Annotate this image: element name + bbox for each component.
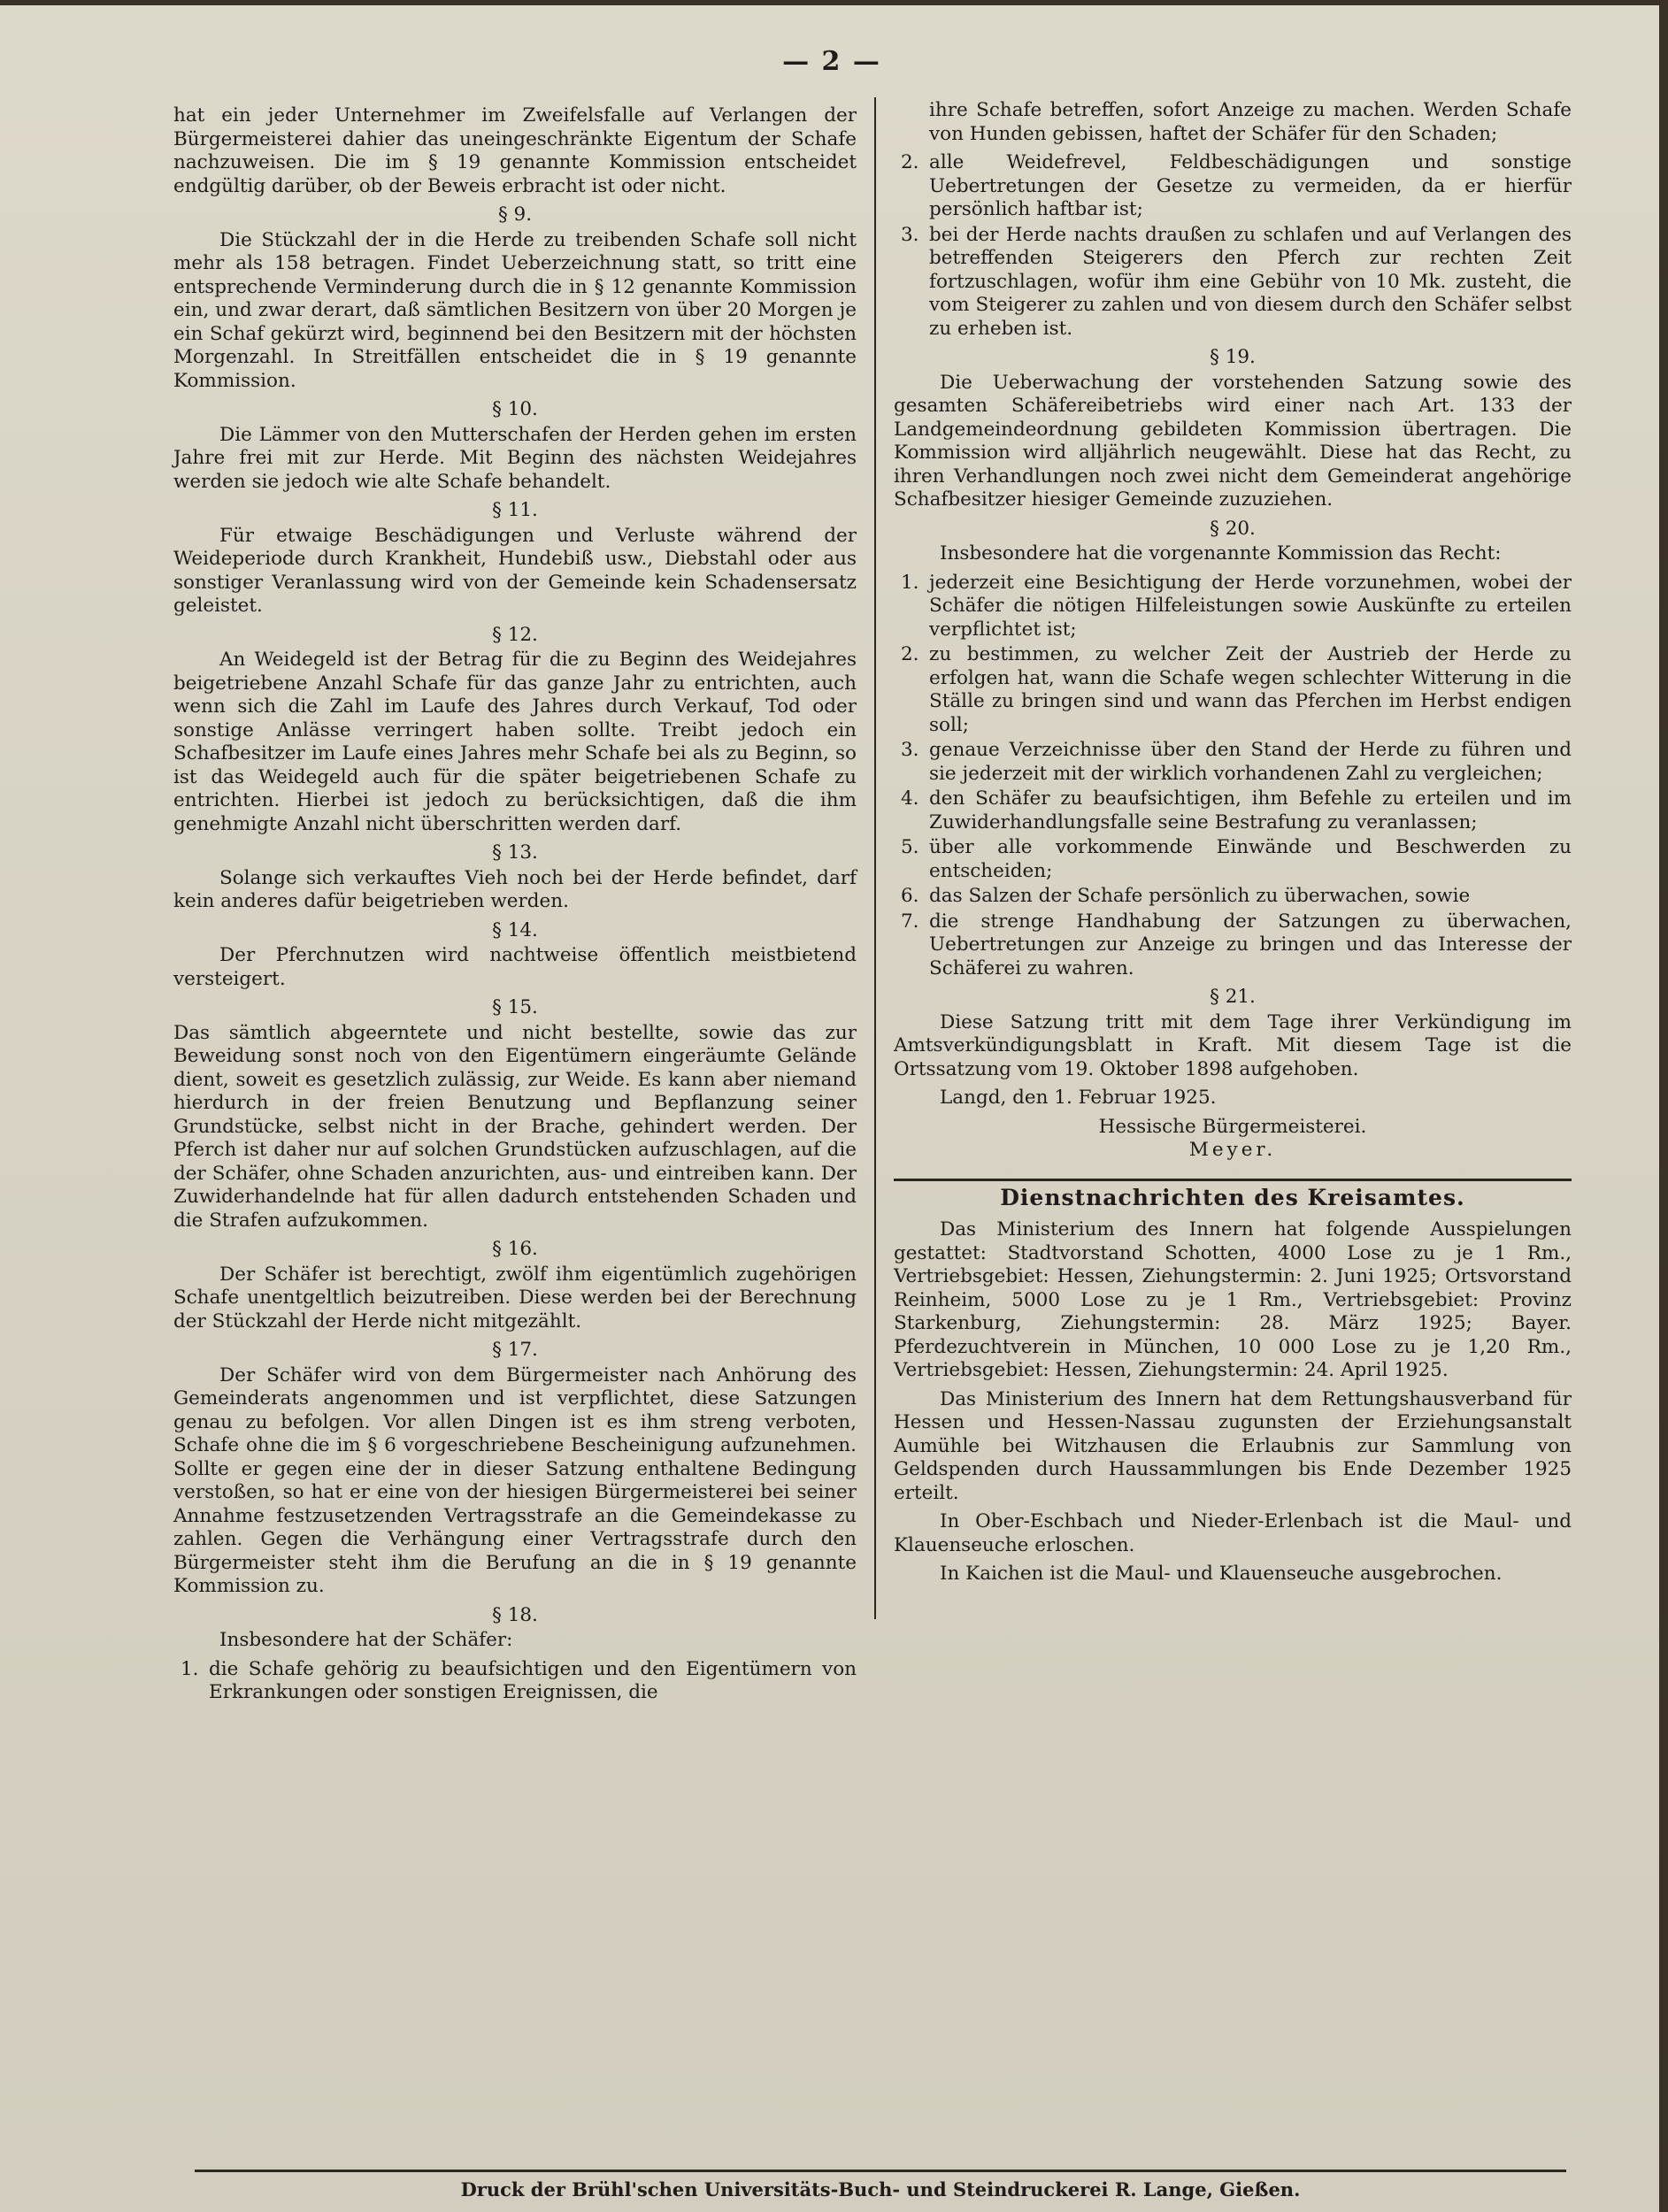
- list-item-text: die strenge Handhabung der Satzungen zu überwachen, Uebertretungen zur Anzeige zu bringen und das Interesse der Schäferei zu wahren.: [929, 910, 1572, 979]
- list-item-number: 7.: [901, 910, 919, 933]
- list-item: [894, 224, 1572, 342]
- section-18-intro: Insbesondere hat der Schäfer:: [219, 1629, 513, 1651]
- signature-name: Meyer.: [1188, 1139, 1277, 1161]
- section-19-text: Die Ueberwachung der vorstehenden Satzung sowie des gesamten Schäfereibetriebs wird einer nach Art. 133 der Landgemeindeordnung gebildeten Kommission übertragen. Die Kommission wird alljährlich neugewählt. Diese hat das Recht, zu ihren Verhandlungen noch zwei nicht dem Gemeinderat angehörige Schafbesitzer hiesiger Gemeinde zuzuziehen.: [894, 371, 1572, 511]
- list-item: [173, 1658, 857, 1705]
- section-9-text: Die Stückzahl der in die Herde zu treibenden Schafe soll nicht mehr als 158 betragen. Findet Ueberzeichnung statt, so tritt eine entsprechende Verminderung durch die in § 12 genannte Kommission ein, und zwar derart, daß sämtlichen Besitzern von über 20 Morgen je ein Schaf gekürzt wird, beginnend bei den Besitzern mit der höchsten Morgenzahl. In Streitfällen entscheidet die in § 19 genannte Kommission.: [173, 228, 857, 392]
- list-item-text: den Schäfer zu beaufsichtigen, ihm Befehle zu erteilen und im Zuwiderhandlungsfalle seine Bestrafung zu veranlassen;: [929, 787, 1572, 833]
- section-10-title: § 10.: [492, 398, 538, 420]
- section-14-title: § 14.: [492, 918, 538, 941]
- list-item: [894, 910, 1572, 981]
- section-9-title: § 9.: [497, 204, 533, 226]
- list-item-number: 3.: [901, 739, 919, 761]
- intro-paragraph: hat ein jeder Unternehmer im Zweifelsfalle auf Verlangen der Bürgermeisterei dahier das uneingeschränkte Eigentum der Schafe nachzuweisen. Die im § 19 genannte Kommission entscheidet endgültig darüber, ob der Beweis erbracht ist oder nicht.: [173, 104, 857, 197]
- right-column: [894, 99, 1572, 1592]
- column-divider: [874, 97, 876, 1619]
- list-item-number: 2.: [901, 151, 919, 173]
- section-18-list-start: [173, 1658, 857, 1705]
- list-item-text: bei der Herde nachts draußen zu schlafen und auf Verlangen des betreffenden Steigerers den Pferch zur rechten Zeit fortzuschlagen, wofür ihm eine Gebühr von 10 Mk. zusteht, die vom Steigerer zu zahlen und von diesem durch den Schäfer selbst zu erheben ist.: [929, 223, 1572, 340]
- list-item-text: das Salzen der Schafe persönlich zu überwachen, sowie: [929, 885, 1471, 907]
- section-13-text: Solange sich verkauftes Vieh noch bei der Herde befindet, darf kein anderes dafür beigetrieben werden.: [173, 866, 857, 912]
- section-13-title: § 13.: [492, 841, 538, 864]
- left-column: [173, 104, 857, 1710]
- notice-disease-ended: In Ober-Eschbach und Nieder-Erlenbach ist die Maul- und Klauenseuche erloschen.: [894, 1510, 1572, 1556]
- list-item: [894, 643, 1572, 737]
- section-19-title: § 19.: [1210, 346, 1256, 368]
- section-18-title: § 18.: [492, 1603, 538, 1626]
- signature-place-date: Langd, den 1. Februar 1925.: [940, 1087, 1217, 1109]
- section-12-text: An Weidegeld ist der Betrag für die zu Beginn des Weidejahres beigetriebene Anzahl Schafe für das ganze Jahr zu entrichten, auch wenn sich die Zahl im Laufe des Jahres durch Verkauf, Tod oder sonstige Anlässe verringert haben sollte. Treibt jedoch ein Schafbesitzer im Laufe eines Jahres mehr Schafe bei als zu Beginn, so ist das Weidegeld auch für die später beigetriebenen Schafe zu entrichten. Hierbei ist jedoch zu berücksichtigen, daß die ihm genehmigte Anzahl nicht überschritten werden darf.: [173, 649, 857, 835]
- list-item-text: jederzeit eine Besichtigung der Herde vorzunehmen, wobei der Schäfer die nötigen Hilfeleistungen sowie Auskünfte zu erteilen verpflichtet ist;: [929, 571, 1572, 641]
- section-18-list: [894, 151, 1572, 341]
- notice-collection: Das Ministerium des Innern hat dem Rettungshausverband für Hessen und Hessen-Nassau zugunsten der Erziehungsanstalt Aumühle bei Witzhausen die Erlaubnis zur Sammlung von Geldspenden durch Haussammlungen bis Ende Dezember 1925 erteilt.: [894, 1387, 1572, 1504]
- list-item-number: 1.: [181, 1657, 199, 1680]
- section-14-text: Der Pferchnutzen wird nachtweise öffentlich meistbietend versteigert.: [173, 944, 857, 990]
- list-item-number: 2.: [901, 643, 919, 665]
- list-item-text: alle Weidefrevel, Feldbeschädigungen und sonstige Uebertretungen der Gesetze zu vermeiden, da er hierfür persönlich haftbar ist;: [929, 151, 1572, 220]
- section-20-intro: Insbesondere hat die vorgenannte Kommission das Recht:: [940, 542, 1502, 565]
- section-16-text: Der Schäfer ist berechtigt, zwölf ihm eigentümlich zugehörigen Schafe unentgeltlich beizutreiben. Diese werden bei der Berechnung der Stückzahl der Herde nicht mitgezählt.: [173, 1263, 857, 1333]
- list-item: [894, 739, 1572, 786]
- section-rule: [894, 1179, 1572, 1181]
- list-item-number: 1.: [901, 571, 919, 594]
- list-item: [894, 151, 1572, 222]
- list-item-number: 5.: [901, 836, 919, 858]
- section-18-continuation: ihre Schafe betreffen, sofort Anzeige zu machen. Werden Schafe von Hunden gebissen, haftet der Schäfer für den Schaden;: [929, 99, 1572, 145]
- section-12-title: § 12.: [492, 623, 538, 646]
- footer-rule: [195, 2170, 1566, 2172]
- section-11-title: § 11.: [492, 499, 538, 521]
- page-number: — 2 —: [782, 46, 881, 77]
- list-item: [894, 836, 1572, 883]
- list-item-text: über alle vorkommende Einwände und Beschwerden zu entscheiden;: [929, 836, 1572, 882]
- notices-heading: Dienstnachrichten des Kreisamtes.: [1000, 1184, 1465, 1210]
- section-20-list: [894, 572, 1572, 981]
- section-17-title: § 17.: [492, 1339, 538, 1361]
- page-right-edge: [1659, 0, 1668, 2212]
- section-16-title: § 16.: [492, 1238, 538, 1260]
- printer-imprint: Druck der Brühl'schen Universitäts-Buch- und Steindruckerei R. Lange, Gießen.: [460, 2178, 1301, 2200]
- list-item-number: 6.: [901, 885, 919, 907]
- section-15-title: § 15.: [492, 996, 538, 1018]
- list-item: [894, 572, 1572, 642]
- signature-office: Hessische Bürgermeisterei.: [1098, 1115, 1367, 1138]
- section-17-text: Der Schäfer wird von dem Bürgermeister nach Anhörung des Gemeinderats angenommen und ist verpflichtet, diese Satzungen genau zu befolgen. Vor allen Dingen ist es ihm streng verboten, Schafe ohne die im § 6 vorgeschriebene Bescheinigung aufzunehmen. Sollte er gegen eine der in dieser Satzung enthaltene Bedingung verstoßen, so hat er eine von der hiesigen Bürgermeisterei bei seiner Annahme festzusetzenden Vertragsstrafe an die Gemeindekasse zu zahlen. Gegen die Verhängung einer Vertragsstrafe durch den Bürgermeister steht ihm die Berufung an die in § 19 genannte Kommission zu.: [173, 1363, 857, 1597]
- section-20-title: § 20.: [1210, 517, 1256, 540]
- list-item: [894, 885, 1572, 909]
- list-item-text: die Schafe gehörig zu beaufsichtigen und den Eigentümern von Erkrankungen oder sonstigen Ereignissen, die: [209, 1657, 857, 1703]
- section-21-title: § 21.: [1210, 986, 1256, 1008]
- list-item: [894, 787, 1572, 834]
- section-15-text: Das sämtlich abgeerntete und nicht bestellte, sowie das zur Beweidung sonst noch von den Eigentümern eingeräumte Gelände dient, soweit es gesetzlich zulässig, zur Weide. Es kann aber niemand hierdurch in der freien Benutzung und Bepflanzung seiner Grundstücke, selbst nicht in der Brache, gehindert werden. Der Pferch ist daher nur auf solchen Grundstücken aufzuschlagen, auf die der Schäfer, ohne Schaden anzurichten, aus- und eintreiben kann. Der Zuwiderhandelnde hat für allen dadurch entstehenden Schaden und die Strafen aufzukommen.: [173, 1021, 857, 1232]
- list-item-text: zu bestimmen, zu welcher Zeit der Austrieb der Herde zu erfolgen hat, wann die Schafe wegen schlechter Witterung in die Ställe zu bringen sind und wann das Pferchen im Herbst endigen soll;: [929, 643, 1572, 736]
- list-item-number: 3.: [901, 223, 919, 246]
- spacer: [894, 1163, 1572, 1179]
- notice-lotteries: Das Ministerium des Innern hat folgende Ausspielungen gestattet: Stadtvorstand Schotten, 4000 Lose zu je 1 Rm., Vertriebsgebiet: Hessen, Ziehungstermin: 2. Juni 1925; Ortsvorstand Reinheim, 5000 Lose zu je 1 Rm., Vertriebsgebiet: Provinz Starkenburg, Ziehungstermin: 28. März 1925; Bayer. Pferdezuchtverein in München, 10 000 Lose zu je 1,20 Rm., Vertriebsgebiet: Hessen, Ziehungstermin: 24. April 1925.: [894, 1218, 1572, 1381]
- page-top-edge: [0, 0, 1668, 5]
- section-21-text: Diese Satzung tritt mit dem Tage ihrer Verkündigung im Amtsverkündigungsblatt in Kraft. Mit diesem Tage ist die Ortssatzung vom 19. Oktober 1898 aufgehoben.: [894, 1010, 1572, 1080]
- list-item-text: genaue Verzeichnisse über den Stand der Herde zu führen und sie jederzeit mit der wirklich vorhandenen Zahl zu vergleichen;: [929, 739, 1572, 785]
- section-11-text: Für etwaige Beschädigungen und Verluste während der Weideperiode durch Krankheit, Hundebiß usw., Diebstahl oder aus sonstiger Veranlassung wird von der Gemeinde kein Schadensersatz geleistet.: [173, 524, 857, 617]
- notice-disease-outbreak: In Kaichen ist die Maul- und Klauenseuche ausgebrochen.: [940, 1563, 1503, 1585]
- list-item-number: 4.: [901, 787, 919, 810]
- section-10-text: Die Lämmer von den Mutterschafen der Herden gehen im ersten Jahre frei mit zur Herde. Mit Beginn des nächsten Weidejahres werden sie jedoch wie alte Schafe behandelt.: [173, 423, 857, 493]
